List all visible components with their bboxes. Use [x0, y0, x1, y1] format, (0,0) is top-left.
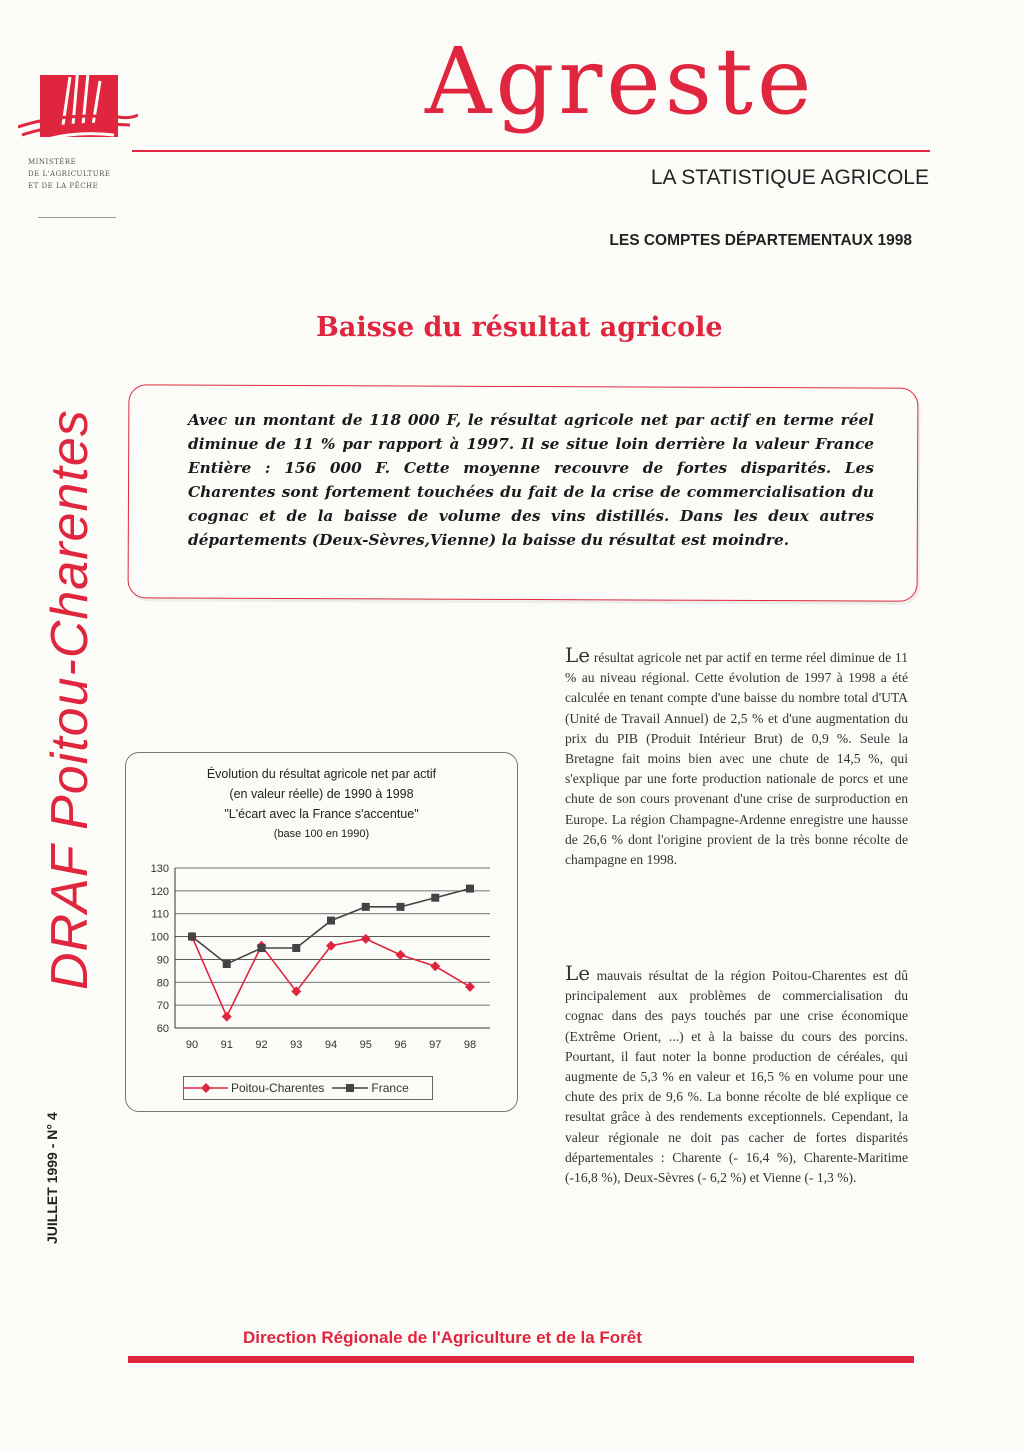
- y-tick-label: 70: [156, 1000, 169, 1013]
- x-tick-label: 93: [290, 1039, 303, 1051]
- footer-divider: [128, 1356, 914, 1363]
- y-tick-label: 120: [150, 885, 169, 898]
- legend-poitou: [184, 1081, 324, 1095]
- chart-subtitle-2: "L'écart avec la France s'accentue": [224, 807, 419, 821]
- summary-text: Avec un montant de 118 000 F, le résultat agricole net par actif en terme réel diminue de 11 % par rapport à 1997. Il se situe loin derrière la valeur France Entière : 156 000 F. Cette moyenne recouvre de fortes disparités. Les Charentes sont fortement touchées du fait de la crise de commercialisation du cognac et de la baisse de volume des vins distillés. Dans les deux autres départements (Deux-Sèvres,Vienne) la baisse du résultat est moindre.: [188, 411, 874, 549]
- legend-france: [332, 1081, 408, 1095]
- legend-poitou-label: Poitou-Charentes: [231, 1081, 325, 1095]
- series-title: LES COMPTES DÉPARTEMENTAUX 1998: [609, 232, 912, 249]
- paragraph-1: [565, 645, 908, 870]
- paragraph-2-first-word: Le: [565, 961, 591, 985]
- chart-legend: [183, 1076, 433, 1100]
- x-tick-label: 95: [359, 1039, 372, 1051]
- chart-title: Évolution du résultat agricole net par actif: [206, 767, 437, 781]
- ministry-name: MINISTÈRE DE L'AGRICULTURE ET DE LA PÊCHE: [28, 158, 111, 190]
- y-tick-label: 80: [156, 977, 169, 990]
- brand-title: Agreste: [425, 28, 816, 135]
- ministry-logo: [18, 55, 138, 155]
- paragraph-2-text: mauvais résultat de la région Poitou-Charentes est dû principalement aux problèmes de commercialisation du cognac dans des pays touchés par une crise économique (Extrême Orient, ...) et à la baisse du cours des porcins. Pourtant, il faut noter la bonne production de céréales, qui augmente de 5,3 % en valeur et 16,5 % en volume pour une chute des prix de 9,6 %. La bonne récolte de blé explique ce resultat grâce à des rendements exceptionnels. Cependant, la valeur régionale ne doit pas cacher de fortes disparités départementales : Charente (- 16,4 %), Charente-Maritime (-16,8 %), Deux-Sèvres (- 6,2 %) et Vienne (- 1,3 %).: [565, 968, 908, 1186]
- y-tick-label: 100: [150, 931, 169, 944]
- x-tick-label: 92: [255, 1039, 268, 1051]
- data-point-poitou-charentes: [465, 982, 475, 992]
- data-point-france: [327, 917, 335, 925]
- side-title: DRAF Poitou-Charentes: [41, 409, 99, 990]
- article-title: Baisse du résultat agricole: [316, 312, 723, 343]
- line-chart: [130, 850, 500, 1065]
- legend-france-label: France: [371, 1081, 409, 1095]
- data-point-poitou-charentes: [222, 1012, 232, 1022]
- data-point-poitou-charentes: [361, 934, 371, 944]
- data-point-france: [466, 885, 474, 893]
- x-tick-label: 98: [463, 1039, 477, 1051]
- chart-subtitle-1: (en valeur réelle) de 1990 à 1998: [229, 787, 414, 801]
- paragraph-1-first-word: Le: [565, 643, 591, 667]
- data-point-france: [188, 933, 196, 941]
- paragraph-1-text: résultat agricole net par actif en terme réel diminue de 11 % au niveau régional. Cette évolution de 1997 à 1998 a été calculée en tenant compte d'une baisse du nombre total d'UTA (Unité de Travail Annuel) de 2,5 % et d'une augmentation du prix du PIB (Produit Intérieur Brut) de 0,9 %. Seule la Bretagne fait moins bien avec une chute de 14,5 %, qui s'explique par une forte production nationale de porcs et une chute de son cours provenant d'une crise de surproduction en Europe. La région Champagne-Ardenne enregistre une hausse de 26,6 % dont l'origine provient de la très bonne récolte de champagne en 1998.: [565, 650, 908, 868]
- series-line-france: [192, 889, 470, 964]
- x-tick-label: 91: [220, 1039, 233, 1051]
- y-tick-label: 130: [150, 863, 169, 875]
- data-point-france: [258, 944, 266, 952]
- legend-france-marker: [332, 1082, 368, 1094]
- x-tick-label: 94: [324, 1039, 338, 1051]
- y-tick-label: 60: [156, 1023, 169, 1035]
- data-point-poitou-charentes: [430, 961, 440, 971]
- y-tick-label: 110: [151, 908, 169, 921]
- data-point-france: [362, 903, 370, 911]
- data-point-france: [397, 903, 405, 911]
- footer-text: Direction Régionale de l'Agriculture et de la Forêt: [243, 1328, 642, 1347]
- x-tick-label: 96: [394, 1039, 407, 1051]
- ministry-divider: [38, 217, 116, 218]
- header-divider: [132, 150, 930, 152]
- chart-title-block: [125, 764, 518, 844]
- brand-subtitle: LA STATISTIQUE AGRICOLE: [650, 166, 929, 189]
- chart-subtitle-3: (base 100 en 1990): [273, 828, 370, 840]
- data-point-france: [223, 960, 231, 968]
- data-point-france: [431, 894, 439, 902]
- issue-date: JUILLET 1999 - N° 4: [44, 1112, 60, 1244]
- paragraph-2: [565, 963, 908, 1188]
- data-point-france: [292, 944, 300, 952]
- x-tick-label: 97: [429, 1039, 442, 1051]
- legend-poitou-marker: [184, 1082, 228, 1094]
- y-tick-label: 90: [156, 954, 169, 967]
- x-tick-label: 90: [185, 1039, 199, 1051]
- data-point-poitou-charentes: [396, 950, 406, 960]
